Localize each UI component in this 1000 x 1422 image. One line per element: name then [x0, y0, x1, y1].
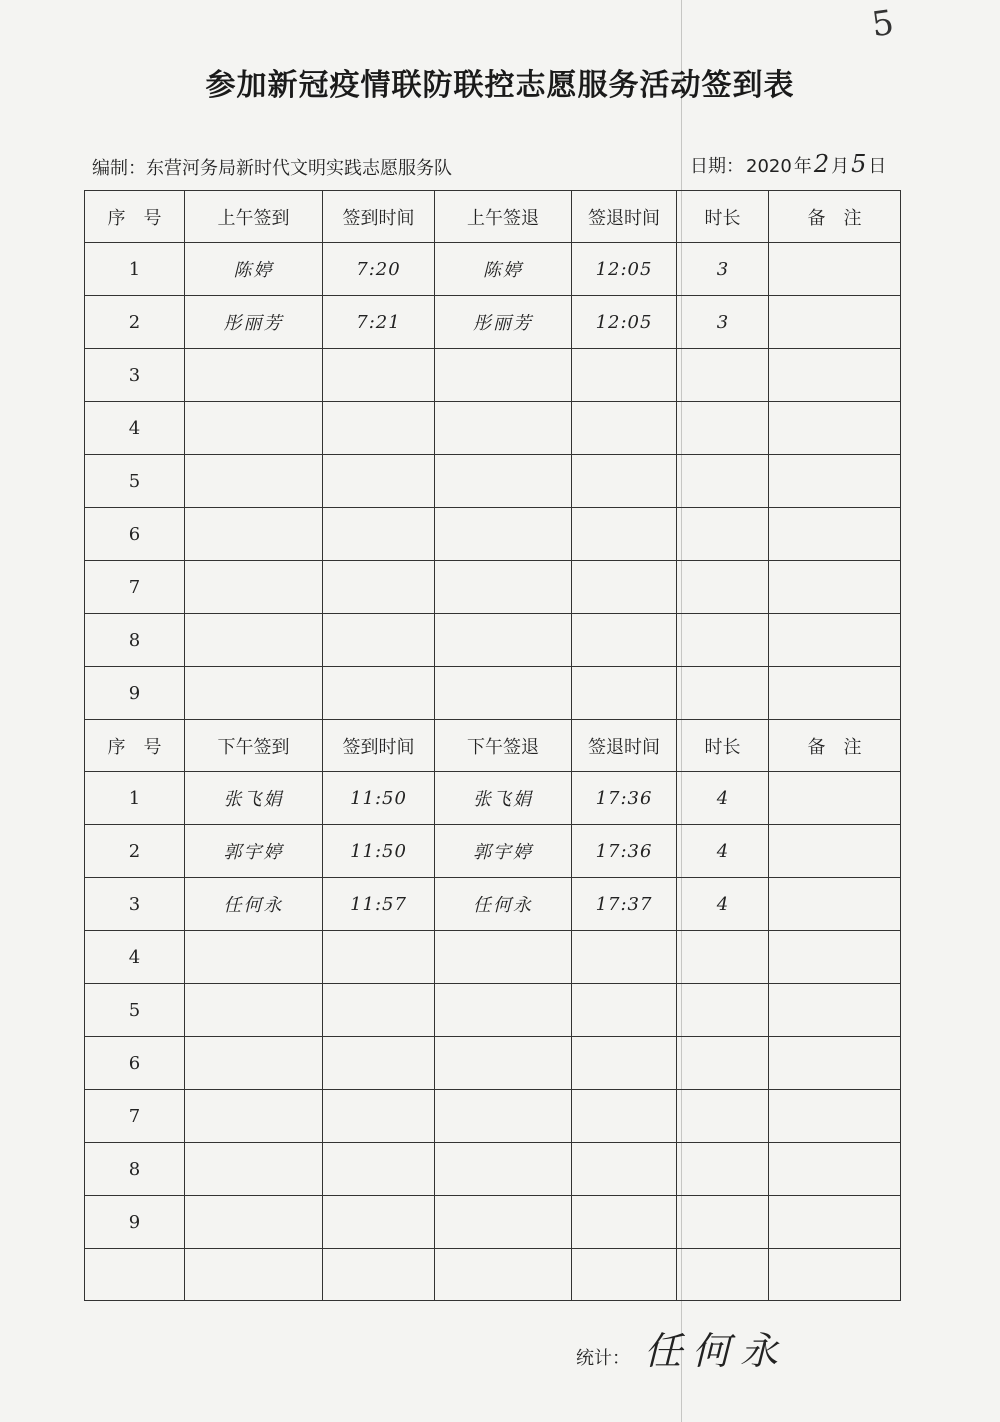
sign-out-signature — [435, 402, 572, 455]
row-number: 7 — [85, 561, 185, 614]
remark — [769, 508, 901, 561]
date-day-unit: 日 — [868, 156, 887, 177]
blank-cell — [435, 1249, 572, 1301]
remark — [769, 1196, 901, 1249]
row-number: 6 — [85, 508, 185, 561]
row-number: 2 — [85, 296, 185, 349]
sign-out-time: 12:05 — [572, 296, 677, 349]
sign-out-time — [572, 455, 677, 508]
table-row — [85, 296, 901, 349]
row-number: 7 — [85, 1090, 185, 1143]
duration — [677, 508, 769, 561]
blank-cell — [323, 1249, 435, 1301]
table-row — [85, 1090, 901, 1143]
sign-out-time: 17:36 — [572, 772, 677, 825]
sign-out-signature: 张飞娟 — [435, 772, 572, 825]
sign-out-signature: 任何永 — [435, 878, 572, 931]
row-number: 3 — [85, 878, 185, 931]
remark — [769, 878, 901, 931]
sign-out-signature — [435, 614, 572, 667]
row-number: 2 — [85, 825, 185, 878]
sign-in-signature — [185, 984, 323, 1037]
date-year: 2020 — [746, 156, 792, 177]
blank-cell — [185, 1249, 323, 1301]
statistics-signature: 任何永 — [644, 1329, 789, 1373]
sign-in-time: 7:20 — [323, 243, 435, 296]
document-title: 参加新冠疫情联防联控志愿服务活动签到表 — [205, 68, 795, 103]
row-number: 1 — [85, 243, 185, 296]
date-month: 2 — [813, 150, 830, 178]
sign-out-signature — [435, 984, 572, 1037]
duration — [677, 931, 769, 984]
duration — [677, 1196, 769, 1249]
sign-in-time: 11:57 — [323, 878, 435, 931]
sign-out-time — [572, 1037, 677, 1090]
date-label: 日期： — [690, 156, 744, 177]
table-row — [85, 1037, 901, 1090]
morning-header-cell: 上午签到 — [185, 191, 323, 243]
sign-in-time — [323, 561, 435, 614]
sign-in-signature — [185, 667, 323, 720]
sign-in-time — [323, 1090, 435, 1143]
sign-in-signature — [185, 1090, 323, 1143]
remark — [769, 1143, 901, 1196]
sign-out-time — [572, 402, 677, 455]
row-number: 4 — [85, 402, 185, 455]
remark — [769, 296, 901, 349]
row-number: 9 — [85, 1196, 185, 1249]
morning-header-cell: 时长 — [677, 191, 769, 243]
sign-out-signature — [435, 931, 572, 984]
table-row — [85, 984, 901, 1037]
sign-out-time — [572, 1090, 677, 1143]
page-number-mark: 5 — [869, 2, 897, 46]
table-row — [85, 508, 901, 561]
sign-out-signature — [435, 1090, 572, 1143]
duration — [677, 1143, 769, 1196]
sign-in-time — [323, 455, 435, 508]
sign-in-signature — [185, 1196, 323, 1249]
row-number: 8 — [85, 614, 185, 667]
sign-in-signature: 任何永 — [185, 878, 323, 931]
sign-out-time — [572, 1196, 677, 1249]
remark — [769, 931, 901, 984]
organizer-line: 编制：东营河务局新时代文明实践志愿服务队 — [92, 158, 452, 179]
row-number: 5 — [85, 455, 185, 508]
blank-cell — [769, 1249, 901, 1301]
sign-in-signature: 陈婷 — [185, 243, 323, 296]
statistics-line — [576, 1320, 788, 1375]
morning-header-cell: 备 注 — [769, 191, 901, 243]
sign-out-time: 17:36 — [572, 825, 677, 878]
sign-in-time — [323, 614, 435, 667]
sign-in-time — [323, 984, 435, 1037]
sign-in-signature: 张飞娟 — [185, 772, 323, 825]
sign-out-signature — [435, 1037, 572, 1090]
duration — [677, 984, 769, 1037]
table-row — [85, 243, 901, 296]
sign-in-time — [323, 1143, 435, 1196]
sign-out-signature — [435, 1196, 572, 1249]
sign-out-time — [572, 1143, 677, 1196]
sign-in-signature — [185, 561, 323, 614]
table-row — [85, 931, 901, 984]
blank-cell — [85, 1249, 185, 1301]
row-number: 5 — [85, 984, 185, 1037]
remark — [769, 455, 901, 508]
sign-out-time: 17:37 — [572, 878, 677, 931]
duration — [677, 1037, 769, 1090]
remark — [769, 243, 901, 296]
row-number: 4 — [85, 931, 185, 984]
sign-in-signature — [185, 349, 323, 402]
date-month-unit: 月 — [831, 156, 850, 177]
sign-in-signature — [185, 1143, 323, 1196]
duration — [677, 455, 769, 508]
table-row — [85, 402, 901, 455]
date-year-unit: 年 — [793, 156, 812, 177]
sign-out-time — [572, 561, 677, 614]
blank-cell — [677, 1249, 769, 1301]
sign-out-time — [572, 667, 677, 720]
sign-in-signature: 郭宇婷 — [185, 825, 323, 878]
sign-in-time — [323, 508, 435, 561]
blank-row — [85, 1249, 901, 1301]
table-row — [85, 561, 901, 614]
sign-in-signature: 彤丽芳 — [185, 296, 323, 349]
table-row — [85, 614, 901, 667]
sign-in-time: 11:50 — [323, 772, 435, 825]
afternoon-header-cell: 备 注 — [769, 720, 901, 772]
table-row — [85, 349, 901, 402]
sign-out-time — [572, 508, 677, 561]
table-row — [85, 1196, 901, 1249]
remark — [769, 614, 901, 667]
afternoon-header-cell: 下午签退 — [435, 720, 572, 772]
afternoon-header-cell: 时长 — [677, 720, 769, 772]
duration: 3 — [677, 296, 769, 349]
sign-in-signature — [185, 508, 323, 561]
sign-out-signature — [435, 561, 572, 614]
blank-cell — [572, 1249, 677, 1301]
sign-in-time: 11:50 — [323, 825, 435, 878]
duration — [677, 561, 769, 614]
sign-in-time: 7:21 — [323, 296, 435, 349]
sign-out-time: 12:05 — [572, 243, 677, 296]
morning-header-row — [85, 191, 901, 243]
duration — [677, 1090, 769, 1143]
afternoon-header-cell: 下午签到 — [185, 720, 323, 772]
remark — [769, 561, 901, 614]
duration — [677, 614, 769, 667]
table-row — [85, 772, 901, 825]
afternoon-header-cell: 签到时间 — [323, 720, 435, 772]
sign-in-time — [323, 1196, 435, 1249]
sign-in-time — [323, 349, 435, 402]
sign-out-signature — [435, 455, 572, 508]
sign-in-signature — [185, 614, 323, 667]
morning-header-cell: 签退时间 — [572, 191, 677, 243]
table-row — [85, 455, 901, 508]
sign-out-time — [572, 984, 677, 1037]
remark — [769, 1037, 901, 1090]
duration: 3 — [677, 243, 769, 296]
duration — [677, 402, 769, 455]
duration: 4 — [677, 772, 769, 825]
afternoon-header-cell: 序 号 — [85, 720, 185, 772]
afternoon-header-cell: 签退时间 — [572, 720, 677, 772]
table-row — [85, 667, 901, 720]
table-row — [85, 825, 901, 878]
sign-out-signature — [435, 349, 572, 402]
sign-in-table — [84, 190, 901, 1301]
row-number: 6 — [85, 1037, 185, 1090]
sign-out-signature: 陈婷 — [435, 243, 572, 296]
sign-in-time — [323, 402, 435, 455]
duration: 4 — [677, 825, 769, 878]
sign-in-time — [323, 931, 435, 984]
sign-out-time — [572, 614, 677, 667]
sign-out-signature: 彤丽芳 — [435, 296, 572, 349]
sign-out-signature: 郭宇婷 — [435, 825, 572, 878]
sign-in-signature — [185, 455, 323, 508]
duration — [677, 667, 769, 720]
sign-in-time — [323, 1037, 435, 1090]
morning-header-cell: 签到时间 — [323, 191, 435, 243]
remark — [769, 772, 901, 825]
row-number: 9 — [85, 667, 185, 720]
row-number: 3 — [85, 349, 185, 402]
morning-header-cell: 序 号 — [85, 191, 185, 243]
sign-out-signature — [435, 1143, 572, 1196]
duration — [677, 349, 769, 402]
remark — [769, 402, 901, 455]
sign-out-signature — [435, 667, 572, 720]
remark — [769, 984, 901, 1037]
statistics-label: 统计： — [576, 1348, 630, 1369]
sign-in-signature — [185, 931, 323, 984]
sign-out-time — [572, 931, 677, 984]
table-row — [85, 878, 901, 931]
remark — [769, 825, 901, 878]
afternoon-header-row — [85, 720, 901, 772]
remark — [769, 667, 901, 720]
duration: 4 — [677, 878, 769, 931]
sign-out-signature — [435, 508, 572, 561]
morning-header-cell: 上午签退 — [435, 191, 572, 243]
remark — [769, 349, 901, 402]
remark — [769, 1090, 901, 1143]
table-row — [85, 1143, 901, 1196]
sign-in-time — [323, 667, 435, 720]
date-day: 5 — [851, 150, 867, 178]
sign-in-signature — [185, 402, 323, 455]
row-number: 1 — [85, 772, 185, 825]
sign-in-signature — [185, 1037, 323, 1090]
date-line — [690, 150, 886, 178]
sign-out-time — [572, 349, 677, 402]
row-number: 8 — [85, 1143, 185, 1196]
